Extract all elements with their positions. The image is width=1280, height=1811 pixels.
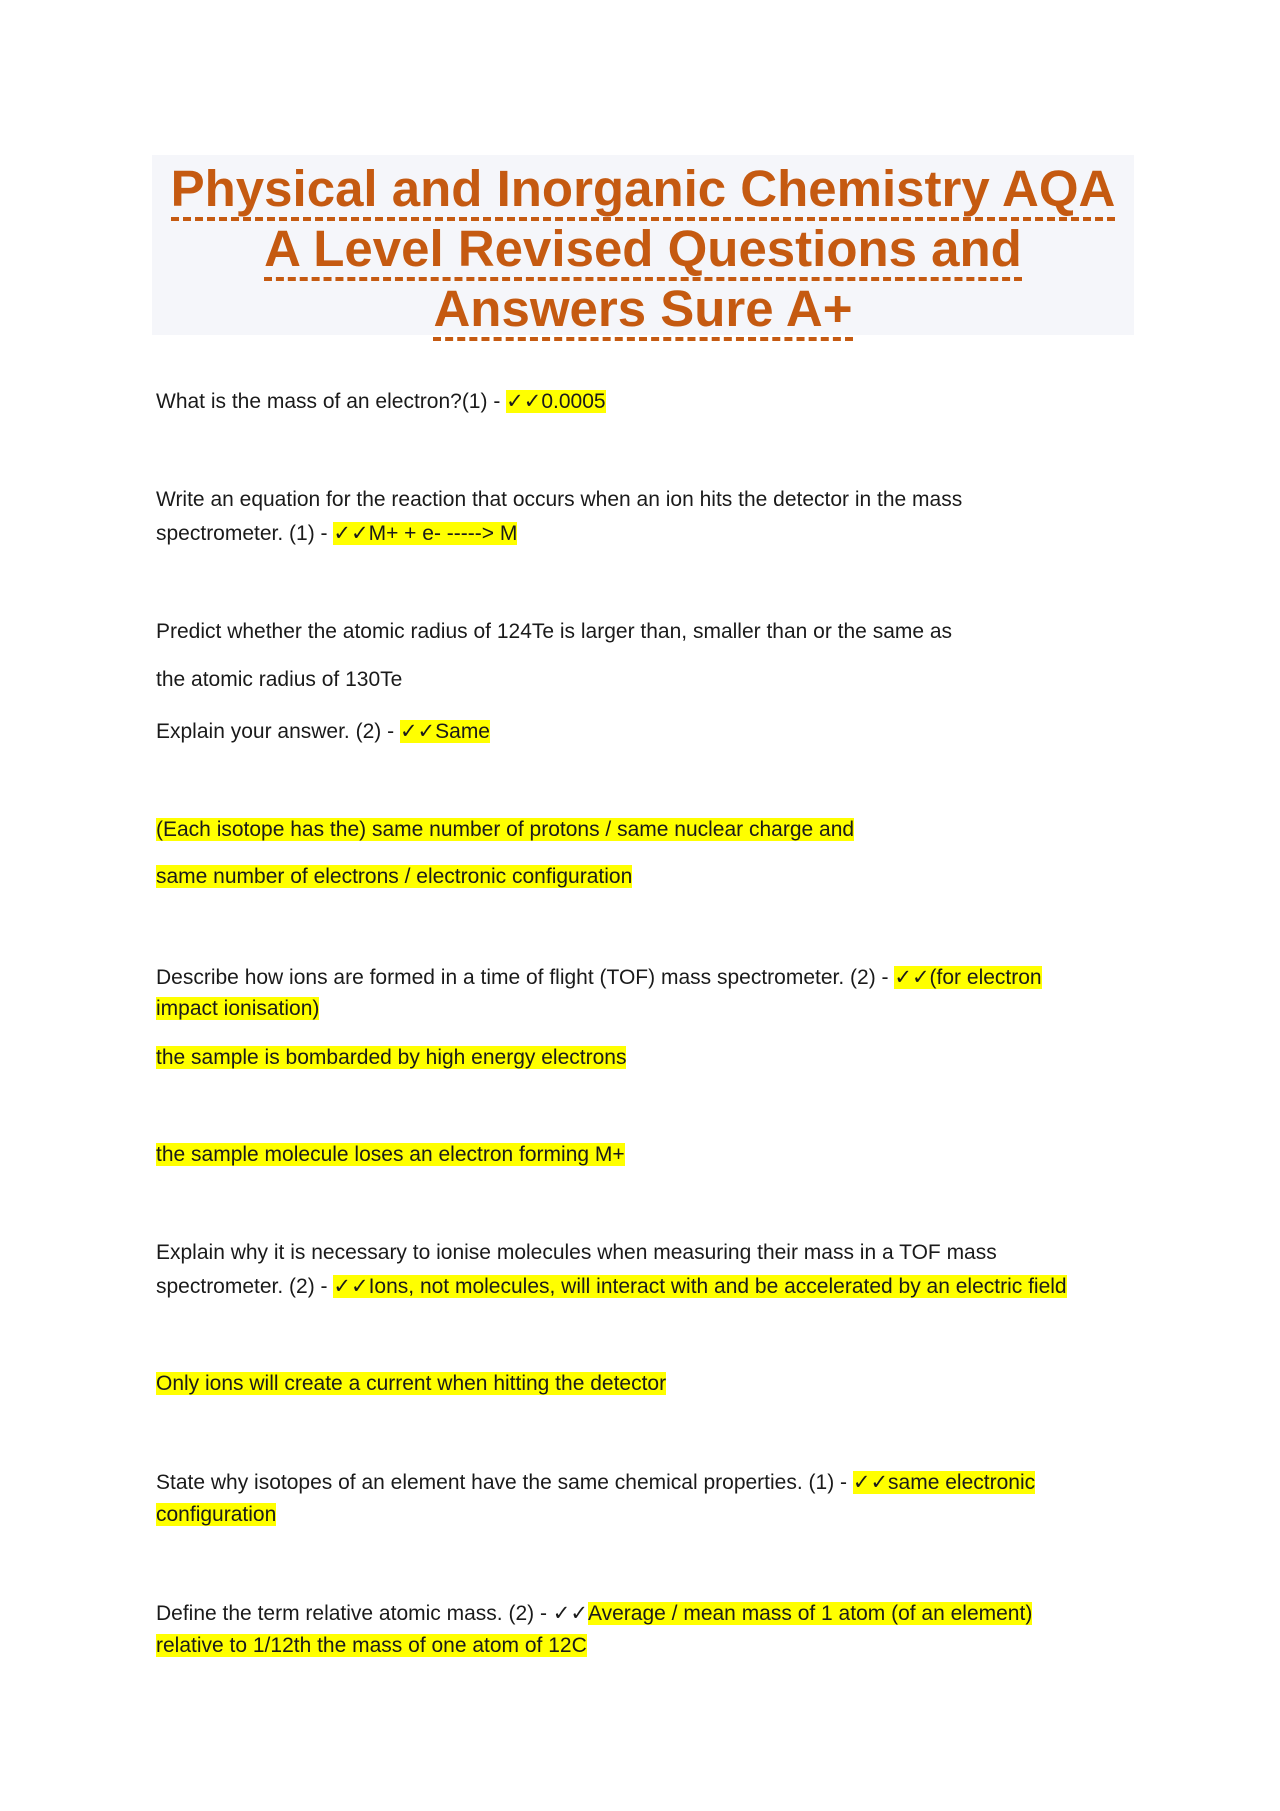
title-line: [152, 219, 1134, 279]
title-text: Answers Sure A+: [433, 280, 852, 341]
question-text: Explain your answer. (2) -: [156, 720, 400, 743]
answer-highlight: ✓✓Same: [399, 720, 490, 743]
answer-line: [156, 815, 854, 845]
answer-line: [156, 1369, 666, 1399]
title-line: [152, 159, 1134, 219]
title-text: Physical and Inorganic Chemistry AQA: [171, 160, 1116, 221]
question-line: [156, 963, 1042, 993]
question-line: [156, 717, 490, 747]
answer-line: [156, 1043, 626, 1073]
answer-line: [156, 994, 319, 1024]
question-text: spectrometer. (1) -: [156, 522, 334, 545]
question-text: spectrometer. (2) -: [156, 1275, 334, 1298]
answer-line: [156, 1631, 587, 1661]
answer-line: [156, 1500, 276, 1530]
question-text: State why isotopes of an element have the same chemical properties. (1) -: [156, 1471, 853, 1494]
question-line: [156, 1272, 1067, 1302]
question-line: [156, 665, 402, 695]
answer-highlight: ✓✓(for electron: [894, 966, 1042, 989]
document-title-block: [152, 155, 1134, 335]
question-line: [156, 617, 952, 647]
title-line: [152, 279, 1134, 339]
question-text: Predict whether the atomic radius of 124Te is larger than, smaller than or the same as: [156, 620, 953, 643]
question-line: [156, 1599, 1032, 1629]
question-line: [156, 1238, 997, 1268]
question-text: Define the term relative atomic mass. (2) - ✓✓: [156, 1602, 588, 1625]
answer-highlight: Only ions will create a current when hitting the detector: [156, 1372, 667, 1395]
answer-line: [156, 862, 632, 892]
question-line: [156, 1468, 1035, 1498]
question-text: Describe how ions are formed in a time of flight (TOF) mass spectrometer. (2) -: [156, 966, 895, 989]
answer-highlight: ✓✓0.0005: [506, 390, 606, 413]
question-line: [156, 485, 962, 515]
question-line: [156, 387, 606, 417]
answer-highlight: configuration: [156, 1503, 277, 1526]
answer-highlight: ✓✓M+ + e- -----> M: [333, 522, 518, 545]
answer-highlight: same number of electrons / electronic configuration: [156, 865, 633, 888]
answer-highlight: the sample is bombarded by high energy electrons: [156, 1046, 627, 1069]
title-text: A Level Revised Questions and: [264, 220, 1022, 281]
question-text: the atomic radius of 130Te: [156, 668, 403, 691]
answer-highlight: ✓✓same electronic: [852, 1471, 1036, 1494]
answer-highlight: ✓✓Ions, not molecules, will interact with and be accelerated by an electric field: [333, 1275, 1067, 1298]
question-line: [156, 519, 517, 549]
answer-highlight: Average / mean mass of 1 atom (of an element): [587, 1602, 1033, 1625]
answer-highlight: the sample molecule loses an electron forming M+: [156, 1143, 625, 1166]
answer-highlight: relative to 1/12th the mass of one atom of 12C: [156, 1634, 587, 1657]
question-text: Write an equation for the reaction that occurs when an ion hits the detector in the mass: [156, 488, 963, 511]
question-text: What is the mass of an electron?(1) -: [156, 390, 507, 413]
answer-highlight: (Each isotope has the) same number of protons / same nuclear charge and: [156, 818, 855, 841]
answer-line: [156, 1140, 625, 1170]
answer-highlight: impact ionisation): [156, 997, 320, 1020]
question-text: Explain why it is necessary to ionise molecules when measuring their mass in a TOF mass: [156, 1241, 997, 1264]
